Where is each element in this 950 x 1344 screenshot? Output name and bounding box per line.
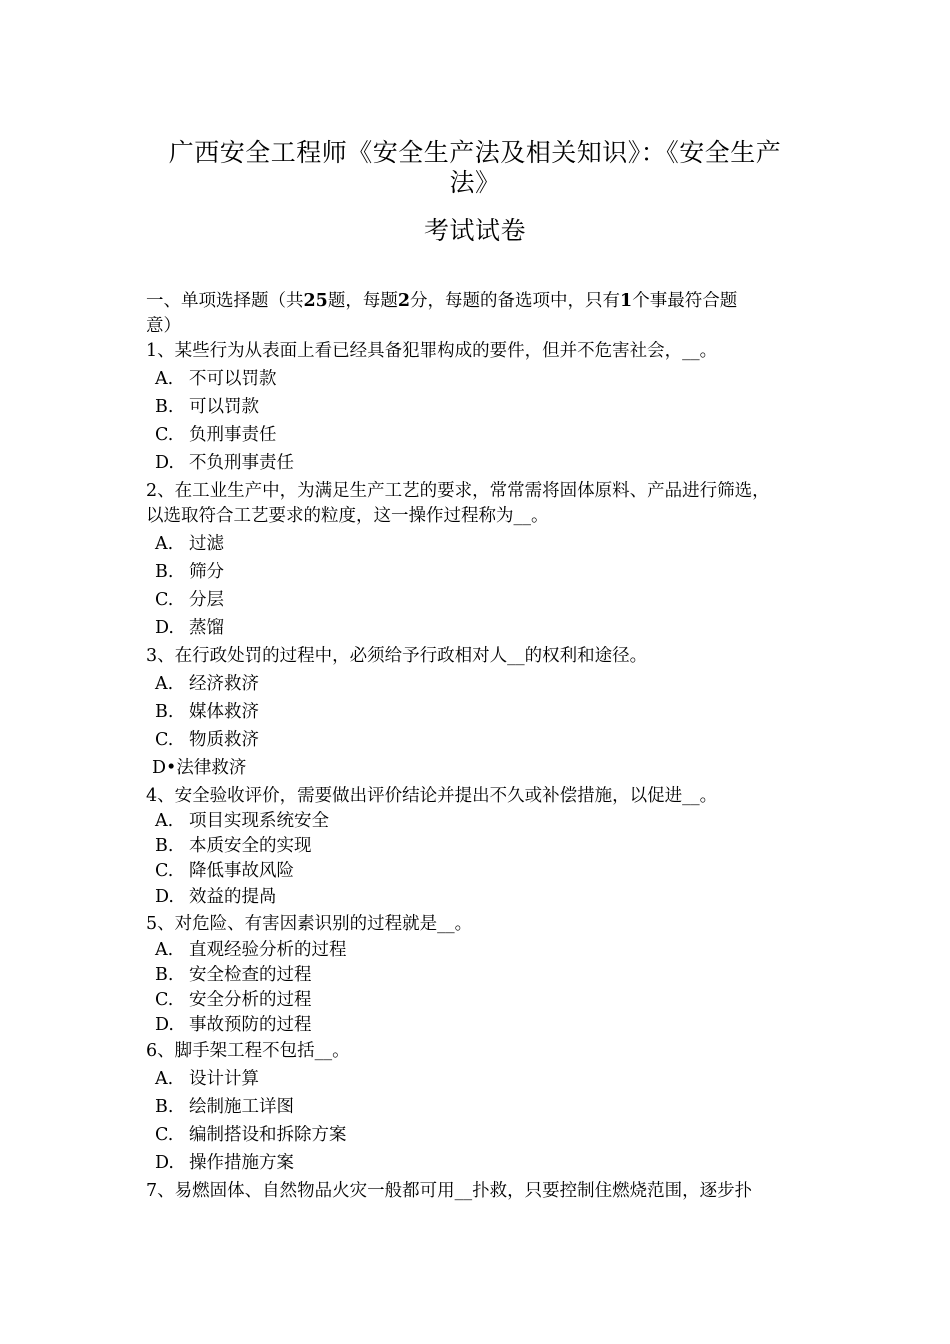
option-label: C. [155,861,174,881]
option-label: A. [155,940,174,960]
option-2c [155,589,224,611]
option-label: B. [155,965,174,985]
option-6c [155,1124,347,1146]
doc-title-line-1: 广西安全工程师《安全生产法及相关知识》：《安全生产 [168,138,782,167]
option-label: A. [155,369,174,389]
option-4a [155,810,329,832]
option-label: A. [155,674,174,694]
section-heading [146,290,816,312]
option-5b [155,964,312,986]
question-6-text: 6、脚手架工程不包括__。 [146,1041,350,1061]
option-4d [155,886,277,908]
option-text: 效益的提咼 [189,887,277,907]
question-7-text: 7、易燃固体、自然物品火灾一般都可用__扑救，只要控制住燃烧范围，逐步扑 [146,1181,753,1201]
option-text: 不可以罚款 [189,369,277,389]
question-count: 25 [303,291,328,311]
option-6d [155,1152,294,1174]
option-label: B. [155,562,174,582]
option-text: 安全分析的过程 [189,990,312,1010]
option-label: D. [155,453,174,473]
option-label: D. [155,1015,174,1035]
section-heading-suffix: 个事最符合题 [632,291,738,311]
option-text: 不负刑事责任 [189,453,294,473]
option-text: 操作措施方案 [189,1153,294,1173]
question-2-text-line-2: 以选取符合工艺要求的粒度，这一操作过程称为__。 [146,506,549,526]
correct-count: 1 [620,291,633,311]
option-label: B. [155,702,174,722]
option-text: 安全检查的过程 [189,965,312,985]
option-text: 负刑事责任 [189,425,277,445]
question-4-text: 4、安全验收评价，需要做出评价结论并提出不久或补偿措施，以促进__。 [146,786,718,806]
option-text: 事故预防的过程 [189,1015,312,1035]
question-1-text: 1、某些行为从表面上看已经具备犯罪构成的要件，但并不危害社会，__。 [146,341,718,361]
section-heading-mid1: 题，每题 [327,291,398,311]
option-label: B. [155,397,174,417]
option-5a [155,939,347,961]
option-3a [155,673,259,695]
option-text: 筛分 [189,562,224,582]
option-2d [155,617,224,639]
points-per-question: 2 [397,291,411,311]
option-label: D• [152,758,177,778]
option-1a [155,368,277,390]
option-text: 降低事故风险 [189,861,294,881]
question-2-text-line-1: 2、在工业生产中，为满足生产工艺的要求，常常需将固体原料、产品进行筛选， [146,481,770,501]
option-1c [155,424,277,446]
option-label: B. [155,1097,174,1117]
doc-title-line-2: 法》 [449,168,501,197]
option-2a [155,533,224,555]
option-text: 法律救济 [176,758,247,778]
option-3b [155,701,259,723]
section-heading-prefix: 一、单项选择题（共 [146,291,304,311]
section-heading-mid2: 分，每题的备选项中，只有 [410,291,621,311]
option-text: 本质安全的实现 [189,836,312,856]
option-text: 物质救济 [189,730,259,750]
option-2b [155,561,224,583]
question-3-text: 3、在行政处罚的过程中，必须给予行政相对人__的权利和途径。 [146,646,648,666]
option-4c [155,860,294,882]
question-5-text: 5、对危险、有害因素识别的过程就是__。 [146,914,473,934]
option-1b [155,396,259,418]
option-label: A. [155,534,174,554]
option-3d [152,757,246,779]
option-label: C. [155,990,174,1010]
option-text: 经济救济 [189,674,259,694]
option-text: 媒体救济 [189,702,259,722]
option-text: 直观经验分析的过程 [189,940,347,960]
option-text: 蒸馏 [189,618,224,638]
section-heading-line-2: 意） [146,316,181,336]
option-label: C. [155,730,174,750]
option-label: D. [155,1153,174,1173]
option-1d [155,452,294,474]
option-5c [155,989,312,1011]
option-6b [155,1096,294,1118]
option-6a [155,1068,259,1090]
option-text: 设计计算 [189,1069,259,1089]
option-3c [155,729,259,751]
doc-subtitle: 考试试卷 [423,216,526,245]
option-label: C. [155,425,174,445]
option-text: 分层 [189,590,224,610]
option-text: 编制搭设和拆除方案 [189,1125,347,1145]
option-label: C. [155,1125,174,1145]
option-text: 可以罚款 [189,397,259,417]
option-label: A. [155,811,174,831]
option-label: A. [155,1069,174,1089]
option-text: 绘制施工详图 [189,1097,294,1117]
option-label: D. [155,618,174,638]
option-label: B. [155,836,174,856]
option-4b [155,835,312,857]
option-label: C. [155,590,174,610]
option-label: D. [155,887,174,907]
option-5d [155,1014,312,1036]
option-text: 项目实现系统安全 [189,811,329,831]
option-text: 过滤 [189,534,224,554]
